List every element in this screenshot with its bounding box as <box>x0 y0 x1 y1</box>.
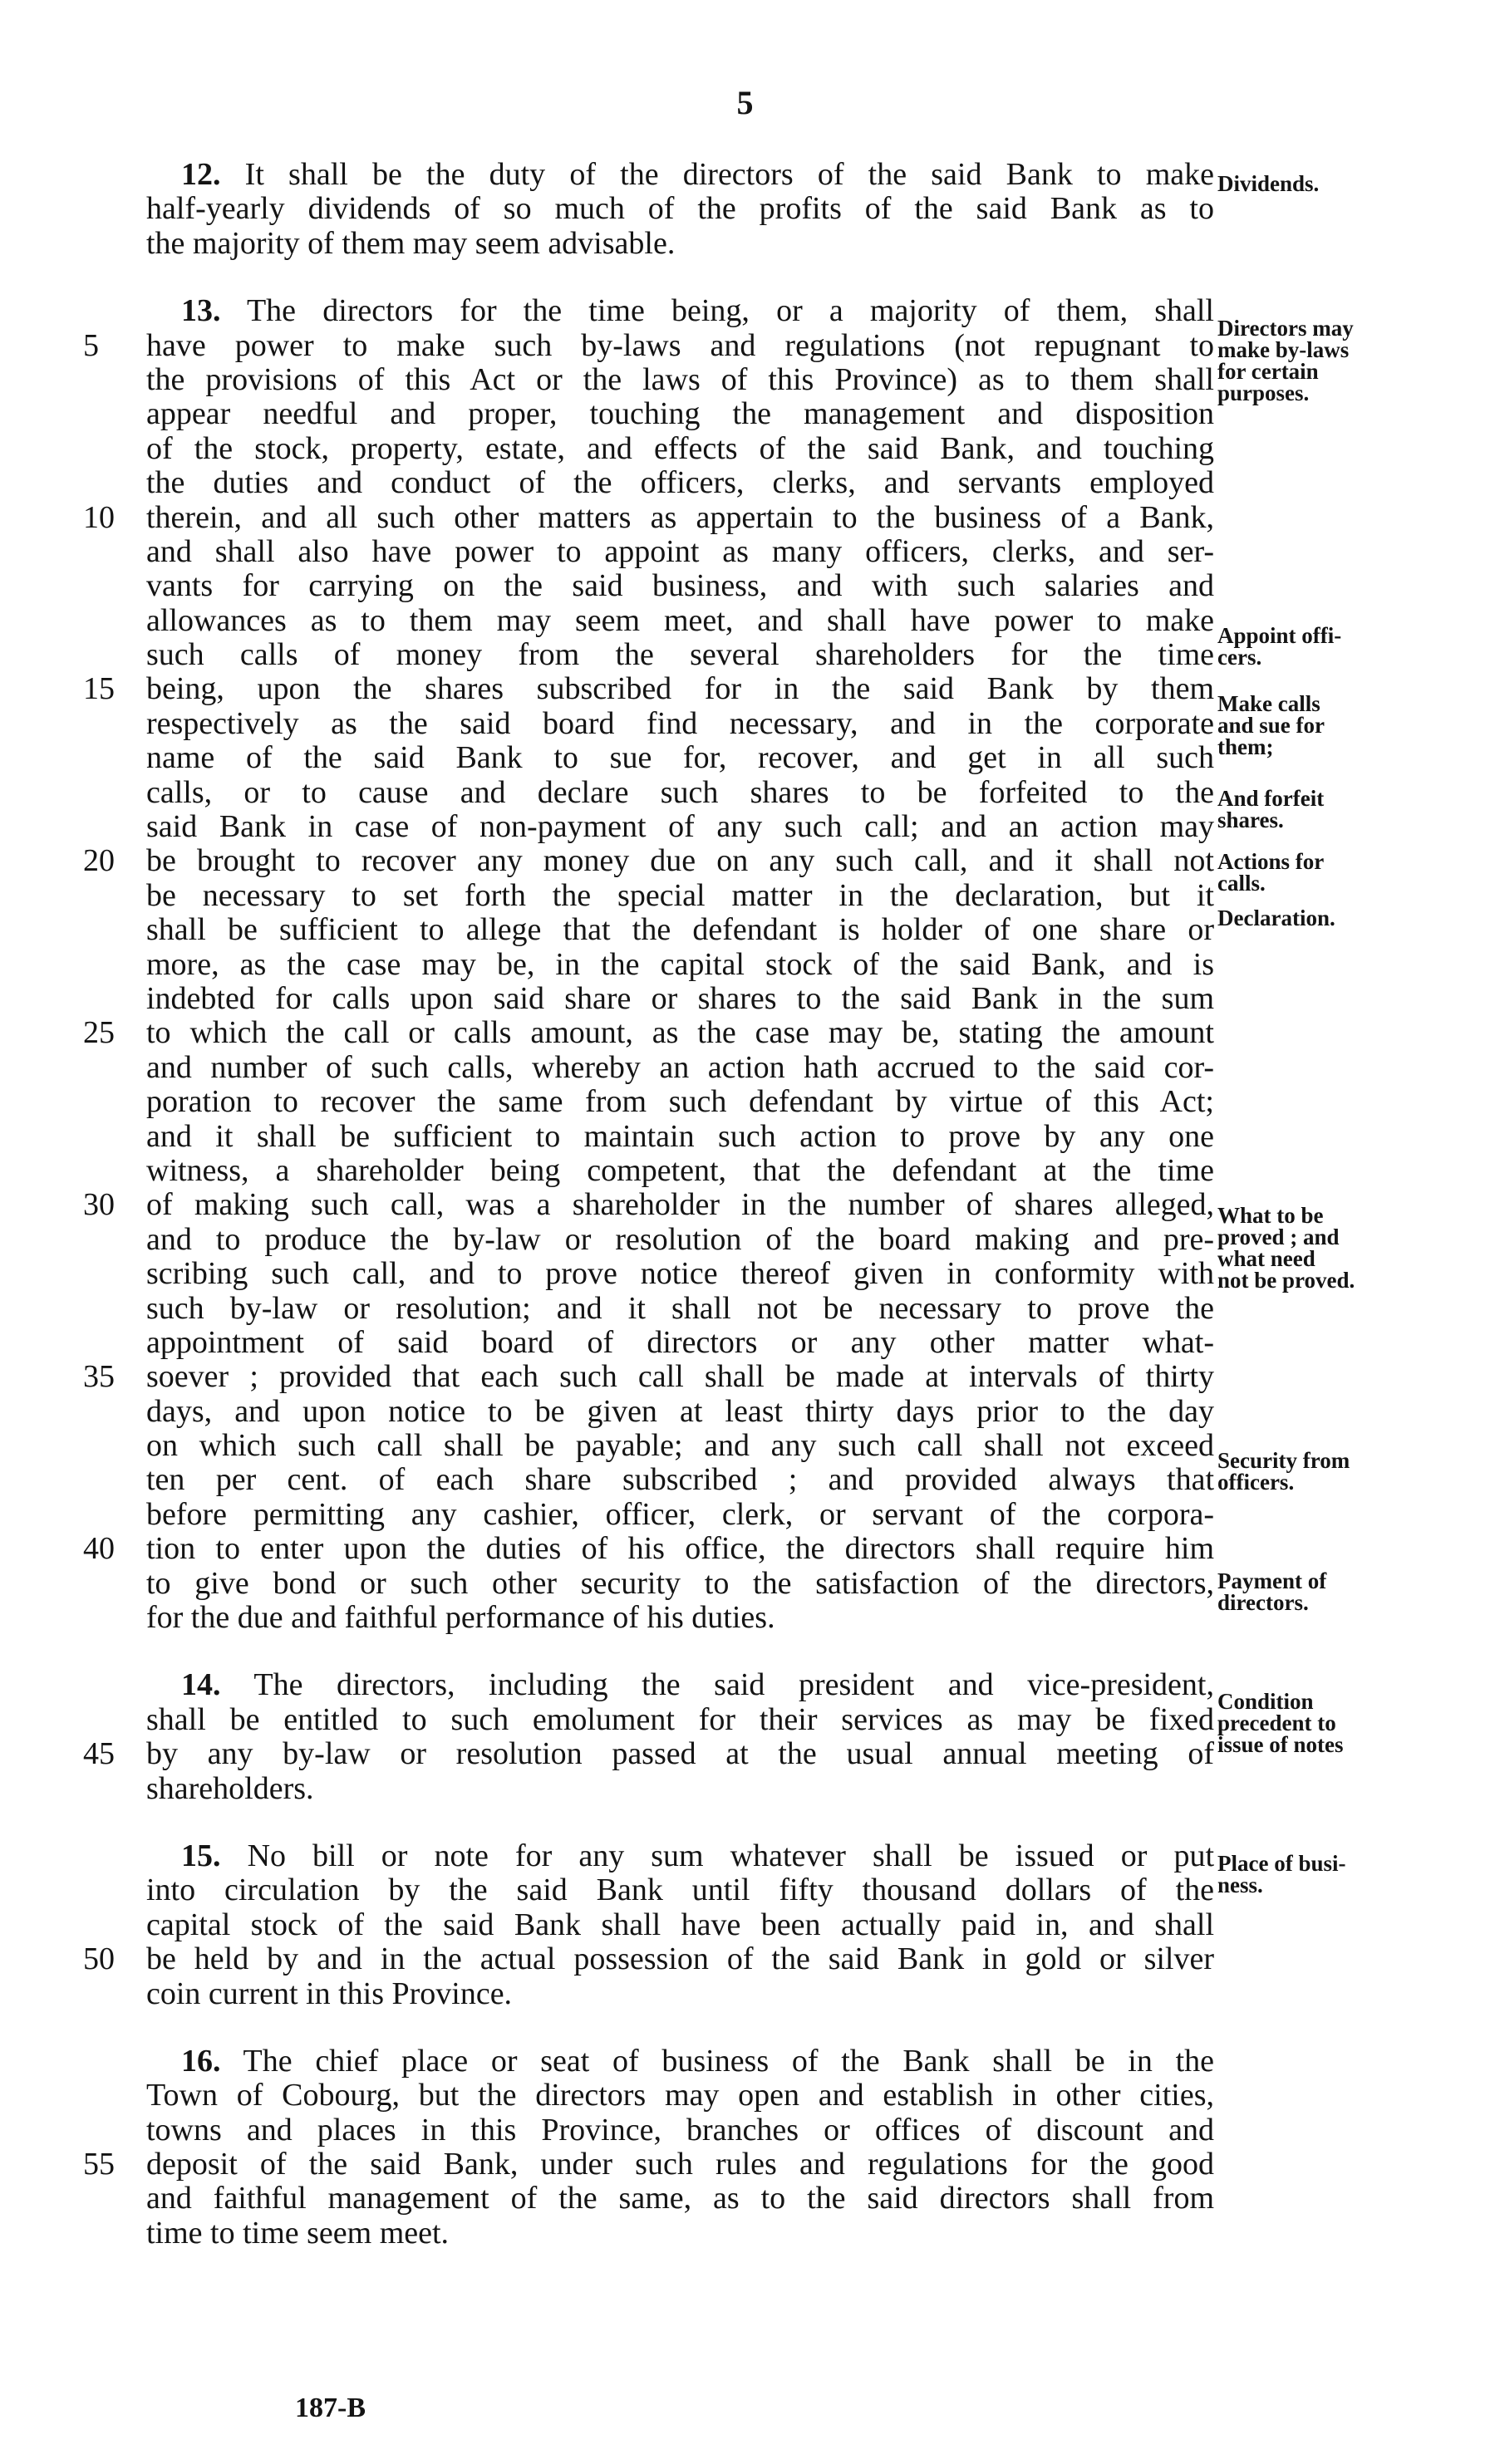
line-text: to which the call or calls amount, as the case may be, stating the amount <box>146 1015 1214 1051</box>
text-line <box>146 1567 1214 1601</box>
marginal-note-line: shares. <box>1217 807 1284 832</box>
line-text: calls, or to cause and declare such shares to be forfeited to the <box>146 774 1214 810</box>
marginal-note <box>1217 1853 1467 1896</box>
text-line <box>146 1429 1214 1463</box>
marginal-note-line: not be proved. <box>1217 1268 1355 1293</box>
line-text: The chief place or seat of business of the Bank shall be in the <box>243 2043 1214 2079</box>
marginal-note-line: Payment of <box>1217 1568 1327 1593</box>
section-15 <box>83 1838 1214 2011</box>
line-text: tion to enter upon the duties of his office, the directors shall require him <box>146 1531 1214 1567</box>
text-line <box>146 707 1214 741</box>
line-number: 50 <box>83 1941 115 1977</box>
printer-signature: 187-B <box>295 2393 366 2423</box>
line-text: the duties and conduct of the officers, clerks, and servants employed <box>146 465 1214 501</box>
section-number: 12. <box>181 157 221 192</box>
text-line <box>146 1703 1214 1737</box>
line-number: 55 <box>83 2147 115 2182</box>
text-line <box>146 1601 1214 1635</box>
marginal-note-line: Appoint offi- <box>1217 623 1342 648</box>
text-line <box>83 1531 1214 1567</box>
line-number: 20 <box>83 843 115 879</box>
text-line <box>146 1154 1214 1188</box>
marginal-note <box>1217 851 1467 894</box>
line-number: 25 <box>83 1015 115 1051</box>
text-line <box>83 499 1214 535</box>
line-text: for the due and faithful performance of his duties. <box>146 1600 775 1636</box>
line-text: allowances as to them may seem meet, and shall have power to make <box>146 602 1214 638</box>
marginal-note-line: issue of notes <box>1217 1732 1344 1757</box>
text-line <box>146 948 1214 982</box>
text-line <box>146 1395 1214 1429</box>
marginal-note <box>1217 1570 1467 1613</box>
marginal-note-line: Make calls <box>1217 691 1320 716</box>
text-line <box>83 671 1214 707</box>
line-text: No bill or note for any sum whatever shall be issued or put <box>247 1838 1214 1873</box>
line-text: towns and places in this Province, branches or offices of discount and <box>146 2112 1214 2147</box>
marginal-note-line: Place of busi- <box>1217 1851 1346 1876</box>
text-line <box>146 1772 1214 1806</box>
text-line <box>146 913 1214 947</box>
text-line <box>146 2216 1214 2250</box>
line-text: respectively as the said board find necessary, and in the corporate <box>146 705 1214 741</box>
line-number: 40 <box>83 1531 115 1567</box>
line-text: being, upon the shares subscribed for in the said Bank by them <box>146 671 1214 707</box>
line-text: said Bank in case of non-payment of any such call; and an action may <box>146 809 1214 845</box>
text-line <box>146 2182 1214 2216</box>
line-number: 45 <box>83 1736 115 1772</box>
line-text: of the stock, property, estate, and effects of the said Bank, and touching <box>146 430 1214 466</box>
text-line <box>83 1359 1214 1395</box>
line-text: deposit of the said Bank, under such rules and regulations for the good <box>146 2147 1214 2182</box>
marginal-note-line: Directors may <box>1217 316 1354 341</box>
text-line <box>83 1015 1214 1051</box>
section-number: 14. <box>181 1667 221 1703</box>
text-line <box>146 638 1214 672</box>
text-line <box>146 294 1214 328</box>
text-line <box>146 1085 1214 1119</box>
marginal-note-line: directors. <box>1217 1590 1309 1615</box>
marginal-note-line: precedent to <box>1217 1711 1336 1735</box>
text-line <box>146 1051 1214 1085</box>
text-line <box>146 569 1214 603</box>
text-line <box>146 1257 1214 1291</box>
statute-text-column <box>83 157 1215 2284</box>
section-14 <box>83 1667 1214 1806</box>
line-text: half-yearly dividends of so much of the profits of the said Bank as to <box>146 191 1214 227</box>
text-line <box>146 1292 1214 1326</box>
line-number: 35 <box>83 1359 115 1395</box>
line-text: more, as the case may be, in the capital stock of the said Bank, and is <box>146 946 1214 982</box>
text-line <box>146 741 1214 775</box>
line-number: 10 <box>83 499 115 535</box>
text-line <box>146 2044 1214 2079</box>
marginal-note-line: Actions for <box>1217 849 1325 874</box>
marginal-note <box>1217 173 1467 194</box>
line-text: poration to recover the same from such defendant by virtue of this Act; <box>146 1084 1214 1120</box>
line-text: and number of such calls, whereby an action hath accrued to the said cor- <box>146 1049 1214 1085</box>
line-text: Town of Cobourg, but the directors may open and establish in other cities, <box>146 2078 1214 2113</box>
text-line <box>146 192 1214 226</box>
line-text: name of the said Bank to sue for, recover, and get in all such <box>146 740 1214 776</box>
line-text: be necessary to set forth the special matter in the declaration, but it <box>146 877 1214 913</box>
text-line <box>83 843 1214 879</box>
marginal-note-line: ness. <box>1217 1873 1263 1897</box>
line-text: before permitting any cashier, officer, clerk, or servant of the corpora- <box>146 1496 1214 1532</box>
marginal-note <box>1217 1205 1467 1291</box>
marginal-note-line: proved ; and <box>1217 1225 1340 1249</box>
text-line <box>146 2113 1214 2147</box>
line-text: witness, a shareholder being competent, that the defendant at the time <box>146 1152 1214 1188</box>
text-line <box>83 327 1214 363</box>
line-text: capital stock of the said Bank shall have been actually paid in, and shall <box>146 1907 1214 1942</box>
line-text: and to produce the by-law or resolution of the board making and pre- <box>146 1221 1214 1257</box>
section-number: 15. <box>181 1838 221 1873</box>
text-line <box>83 1187 1214 1223</box>
marginal-note <box>1217 693 1467 758</box>
line-text: appear needful and proper, touching the management and disposition <box>146 396 1214 432</box>
line-number: 30 <box>83 1187 115 1223</box>
line-text: such calls of money from the several shareholders for the time <box>146 637 1214 673</box>
line-text: days, and upon notice to be given at least thirty days prior to the day <box>146 1393 1214 1429</box>
marginal-note <box>1217 1691 1467 1755</box>
line-text: of making such call, was a shareholder in the number of shares alleged, <box>146 1187 1214 1223</box>
marginal-note <box>1217 625 1467 668</box>
marginal-note-line: And forfeit <box>1217 786 1325 811</box>
line-text: on which such call shall be payable; and any such call shall not exceed <box>146 1428 1214 1464</box>
marginal-note-line: What to be <box>1217 1203 1324 1228</box>
line-text: appointment of said board of directors or any other matter what- <box>146 1324 1214 1360</box>
marginal-note <box>1217 1450 1467 1493</box>
marginal-note-line: what need <box>1217 1246 1315 1271</box>
text-line <box>146 1463 1214 1497</box>
line-text: It shall be the duty of the directors of the said Bank to make <box>244 157 1215 192</box>
line-text: ten per cent. of each share subscribed ; and provided always that <box>146 1462 1214 1498</box>
text-line <box>146 1498 1214 1532</box>
text-line <box>146 2079 1214 2113</box>
text-line <box>146 535 1214 569</box>
line-text: to give bond or such other security to the satisfaction of the directors, <box>146 1565 1214 1601</box>
text-line <box>146 227 1214 261</box>
section-number: 16. <box>181 2043 221 2079</box>
line-number: 15 <box>83 671 115 707</box>
text-line <box>146 466 1214 500</box>
text-line <box>83 2147 1214 2182</box>
marginal-note-line: them; <box>1217 734 1274 759</box>
marginal-note <box>1217 907 1467 929</box>
line-text: the majority of them may seem advisable. <box>146 225 676 261</box>
marginal-note-line: purposes. <box>1217 380 1310 405</box>
marginal-note-line: cers. <box>1217 645 1262 670</box>
marginal-note-line: Declaration. <box>1217 906 1335 930</box>
marginal-note <box>1217 317 1467 404</box>
line-text: The directors for the time being, or a majority of them, shall <box>246 293 1214 329</box>
marginal-note <box>1217 788 1467 831</box>
section-16 <box>83 2043 1214 2250</box>
line-text: shall be sufficient to allege that the defendant is holder of one share or <box>146 912 1214 948</box>
line-number: 5 <box>83 327 99 363</box>
marginal-note-line: officers. <box>1217 1470 1295 1495</box>
text-line <box>146 432 1214 466</box>
text-line <box>146 1908 1214 1942</box>
line-text: and faithful management of the same, as to the said directors shall from <box>146 2181 1214 2216</box>
line-text: The directors, including the said president and vice-president, <box>253 1667 1214 1703</box>
marginal-note-line: and sue for <box>1217 713 1325 738</box>
marginal-note-line: Condition <box>1217 1689 1314 1714</box>
line-text: into circulation by the said Bank until fifty thousand dollars of the <box>146 1873 1214 1908</box>
page-number: 5 <box>736 84 754 121</box>
text-line <box>83 1736 1214 1772</box>
line-text: scribing such call, and to prove notice thereof given in conformity with <box>146 1256 1214 1292</box>
text-line <box>146 1326 1214 1360</box>
line-text: coin current in this Province. <box>146 1976 513 2011</box>
line-text: be brought to recover any money due on any such call, and it shall not <box>146 843 1214 879</box>
text-line <box>146 776 1214 810</box>
text-line <box>146 879 1214 913</box>
line-text: by any by-law or resolution passed at the usual annual meeting of <box>146 1736 1214 1772</box>
text-line <box>83 1941 1214 1977</box>
line-text: have power to make such by-laws and regulations (not repugnant to <box>146 327 1214 363</box>
text-line <box>146 158 1214 192</box>
line-text: time to time seem meet. <box>146 2215 450 2250</box>
text-line <box>146 982 1214 1016</box>
line-text: indebted for calls upon said share or shares to the said Bank in the sum <box>146 980 1214 1016</box>
text-line <box>146 1873 1214 1907</box>
line-text: vants for carrying on the said business, and with such salaries and <box>146 568 1214 604</box>
text-line <box>146 1977 1214 2011</box>
marginal-note-line: Security from <box>1217 1448 1350 1473</box>
line-text: and shall also have power to appoint as many officers, clerks, and ser- <box>146 533 1214 569</box>
line-text: be held by and in the actual possession of the said Bank in gold or silver <box>146 1941 1214 1977</box>
line-text: therein, and all such other matters as appertain to the business of a Bank, <box>146 499 1214 535</box>
section-number: 13. <box>181 293 221 329</box>
text-line <box>146 363 1214 397</box>
marginal-note-line: Dividends. <box>1217 171 1320 196</box>
marginal-note-line: calls. <box>1217 871 1266 896</box>
text-line <box>146 810 1214 844</box>
text-line <box>146 604 1214 638</box>
section-12 <box>146 158 1214 261</box>
text-line <box>146 1668 1214 1702</box>
text-line <box>146 1223 1214 1257</box>
section-13 <box>83 293 1214 1636</box>
line-text: soever ; provided that each such call shall be made at intervals of thirty <box>146 1359 1214 1395</box>
marginal-note-line: make by-laws <box>1217 337 1350 362</box>
marginal-note-line: for certain <box>1217 359 1319 384</box>
line-text: shareholders. <box>146 1770 314 1806</box>
text-line <box>146 1839 1214 1873</box>
text-line <box>146 397 1214 431</box>
line-text: such by-law or resolution; and it shall not be necessary to prove the <box>146 1290 1214 1326</box>
line-text: the provisions of this Act or the laws of this Province) as to them shall <box>146 361 1214 397</box>
line-text: and it shall be sufficient to maintain such action to prove by any one <box>146 1118 1214 1154</box>
line-text: shall be entitled to such emolument for their services as may be fixed <box>146 1701 1214 1737</box>
text-line <box>146 1120 1214 1154</box>
